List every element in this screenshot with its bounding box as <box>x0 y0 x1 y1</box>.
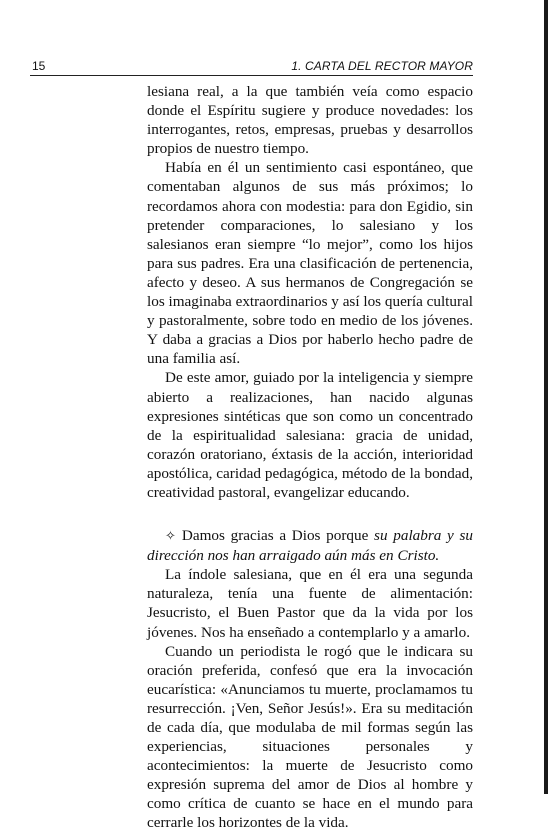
paragraph-5: La índole salesiana, que en él era una segunda naturaleza, tenía una fuente de alimentación: Jesucristo, el Buen Pastor que da la vida por los jóvenes. Nos ha enseñado a contemplarlo y a amarlo. <box>147 566 473 641</box>
section-gap <box>147 502 473 526</box>
page-edge-shadow <box>544 0 548 794</box>
diamond-bullet-icon: ✧ <box>165 529 176 545</box>
body-text <box>147 82 473 833</box>
paragraph-2: Había en él un sentimiento casi espontáneo, que comentaban algunos de sus más próximos; lo recordamos ahora con modestia: para don Egidio, sin pretender comparaciones, lo salesiano y los salesianos eran siempre “lo mejor”, como los hijos para sus padres. Era una clasificación de pertenencia, afecto y deseo. A sus hermanos de Congregación se los imaginaba extraordinarios y así los quería cultural y pastoralmente, sobre todo en medio de los jóvenes. Y daba a gracias a Dios por haberlo hecho padre de una familia así. <box>147 159 474 368</box>
paragraph-6: Cuando un periodista le rogó que le indicara su oración preferida, confesó que era la invocación eucarística: «Anunciamos tu muerte, proclamamos tu resurrección. ¡Ven, Señor Jesús!». Era su meditación de cada día, que modulaba de mil formas según las experiencias, situaciones personales y acontecimientos: la muerte de Jesucristo como expresión suprema del amor de Dios al hombre y como crítica de cuanto se hace en el mundo para cerrarle los horizontes de la vida. <box>147 642 473 832</box>
running-title: 1. CARTA DEL RECTOR MAYOR <box>291 59 473 73</box>
page-number: 15 <box>32 59 46 73</box>
paragraph-4-lead: Damos gracias a Dios porque <box>181 527 375 545</box>
paragraph-1: lesiana real, a la que también veía como espacio donde el Espíritu sugiere y produce novedades: los interrogantes, retos, empresas, pruebas y desarrollos propios de nuestro tiempo. <box>147 83 473 158</box>
paragraph-4-emphasis: su palabra y su dirección nos han arraigado aún más en Cristo. <box>147 527 473 565</box>
page-header <box>30 59 473 76</box>
paragraph-4 <box>147 526 473 565</box>
paragraph-3: De este amor, guiado por la inteligencia y siempre abierto a realizaciones, han nacido algunas expresiones sintéticas que son como un concentrado de la espiritualidad salesiana: gracia de unidad, corazón oratoriano, éxtasis de la acción, interioridad apostólica, caridad pedagógica, método de la bondad, creatividad pastoral, evangelizar educando. <box>147 369 473 501</box>
